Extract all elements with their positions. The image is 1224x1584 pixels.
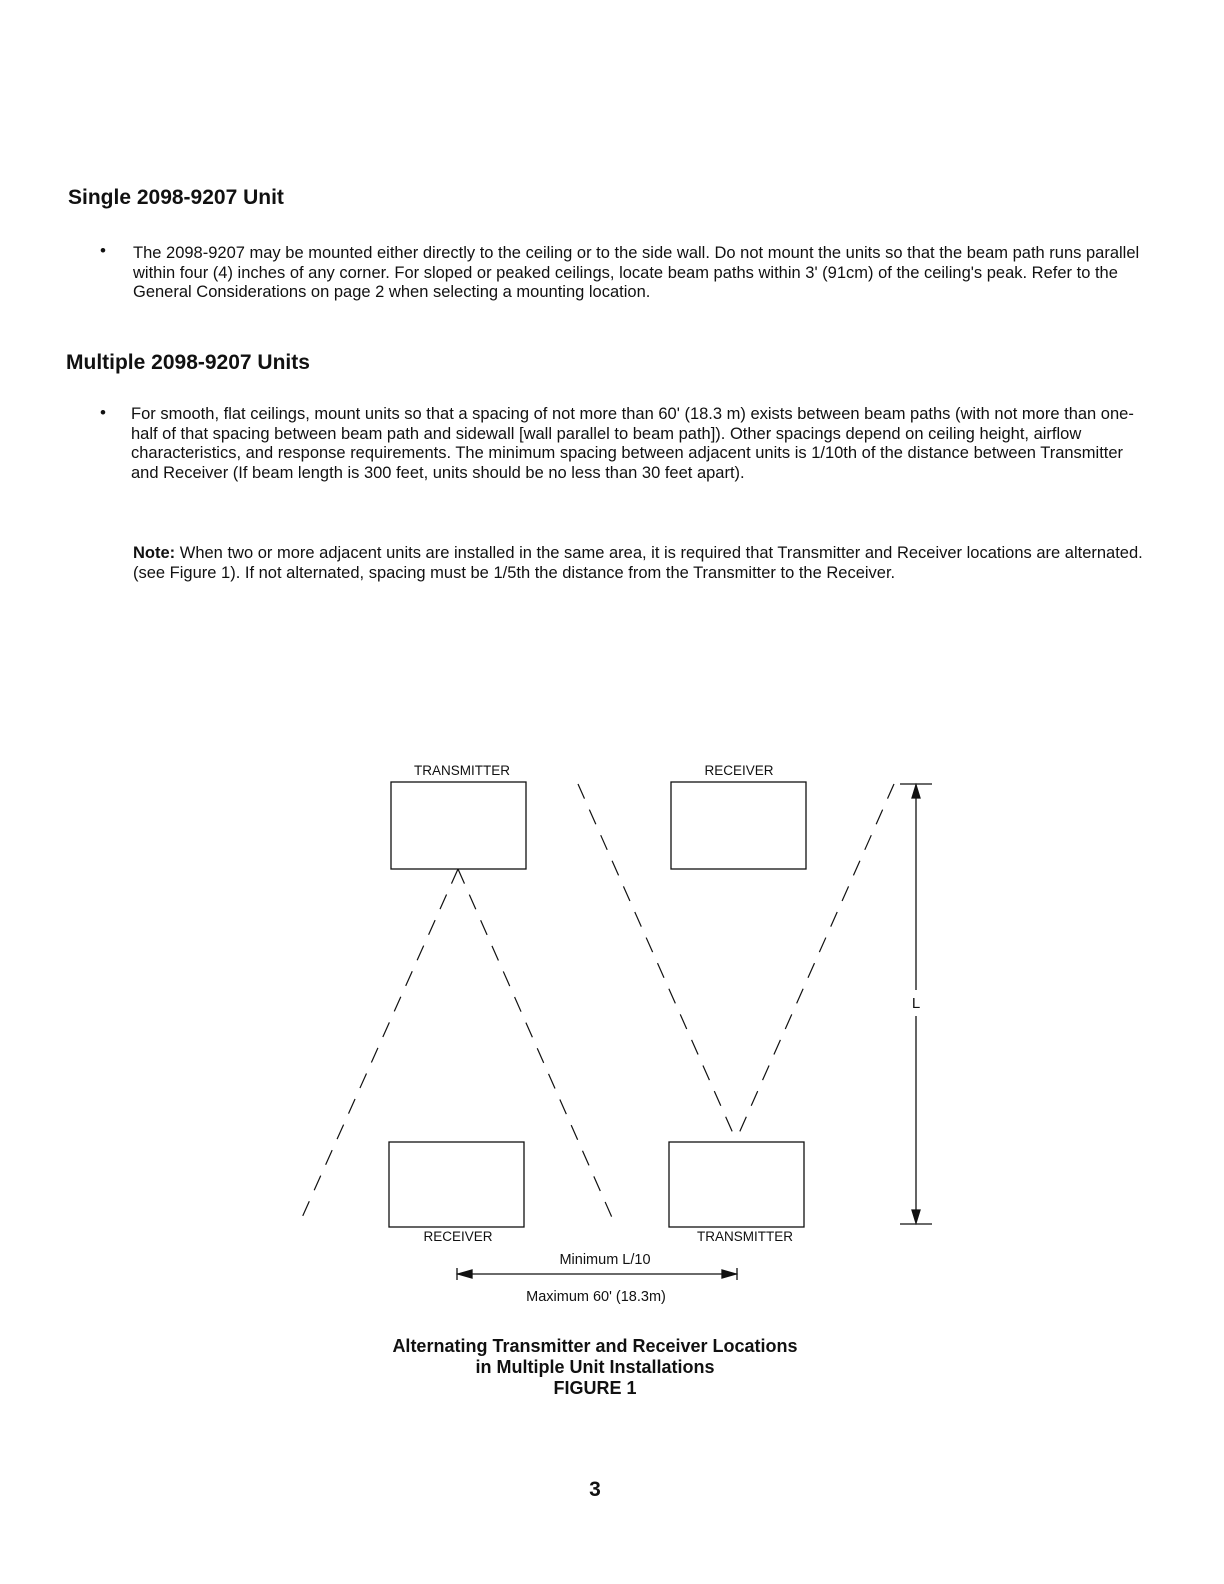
bottom-left-receiver-box <box>389 1142 524 1227</box>
length-label: L <box>911 995 921 1012</box>
note-text: When two or more adjacent units are installed in the same area, it is required that Transmitter and Receiver locations are alternated. (see Figure 1). If not alternated, spacing must be 1/5th the distance from the Transmitter to the Receiver. <box>133 544 1143 582</box>
section-heading-single-unit: Single 2098-9207 Unit <box>68 186 284 209</box>
top-right-receiver-box <box>671 782 806 869</box>
bottom-right-transmitter-label: TRANSMITTER <box>697 1229 793 1244</box>
bullet-point: • <box>100 403 106 422</box>
bottom-right-transmitter-box <box>669 1142 804 1227</box>
beam-path-line <box>458 869 614 1222</box>
figure-caption-line-1: Alternating Transmitter and Receiver Locations <box>392 1336 798 1356</box>
multiple-units-paragraph: For smooth, flat ceilings, mount units so that a spacing of not more than 60' (18.3 m) exists between beam paths (with not more than one-half of that spacing between beam path and sidewall [wall parallel to beam path]). Other spacings depend on ceiling height, airflow characteristics, and response requirements. The minimum spacing between adjacent units is 1/10th of the distance between Transmitter and Receiver (If beam length is 300 feet, units should be no less than 30 feet apart). <box>131 405 1134 482</box>
minimum-spacing-label: Minimum L/10 <box>559 1252 651 1268</box>
figure-caption-line-3: FIGURE 1 <box>553 1378 637 1398</box>
beam-path-line <box>736 784 894 1140</box>
top-left-transmitter-box <box>391 782 526 869</box>
top-right-receiver-label: RECEIVER <box>704 763 774 778</box>
arrow-up-icon <box>912 785 920 798</box>
maximum-spacing-label: Maximum 60' (18.3m) <box>526 1289 666 1305</box>
beam-path-line <box>578 784 736 1140</box>
section-heading-multiple-units: Multiple 2098-9207 Units <box>66 351 310 374</box>
single-unit-paragraph: The 2098-9207 may be mounted either directly to the ceiling or to the side wall. Do not mount the units so that the beam path runs parallel within four (4) inches of any corner. For sloped or peaked ceilings, locate beam paths within 3' (91cm) of the ceiling's peak. Refer to the General Considerations on page 2 when selecting a mounting location. <box>133 244 1140 302</box>
bottom-left-receiver-label: RECEIVER <box>423 1229 493 1244</box>
page-number: 3 <box>589 1478 601 1501</box>
beam-path-line <box>300 869 458 1222</box>
figure-caption-line-2: in Multiple Unit Installations <box>475 1357 715 1377</box>
arrow-right-icon <box>722 1270 736 1278</box>
arrow-down-icon <box>912 1210 920 1223</box>
arrow-left-icon <box>458 1270 472 1278</box>
bullet-point: • <box>100 241 106 260</box>
top-left-transmitter-label: TRANSMITTER <box>414 763 510 778</box>
note-label: Note: <box>133 544 176 562</box>
